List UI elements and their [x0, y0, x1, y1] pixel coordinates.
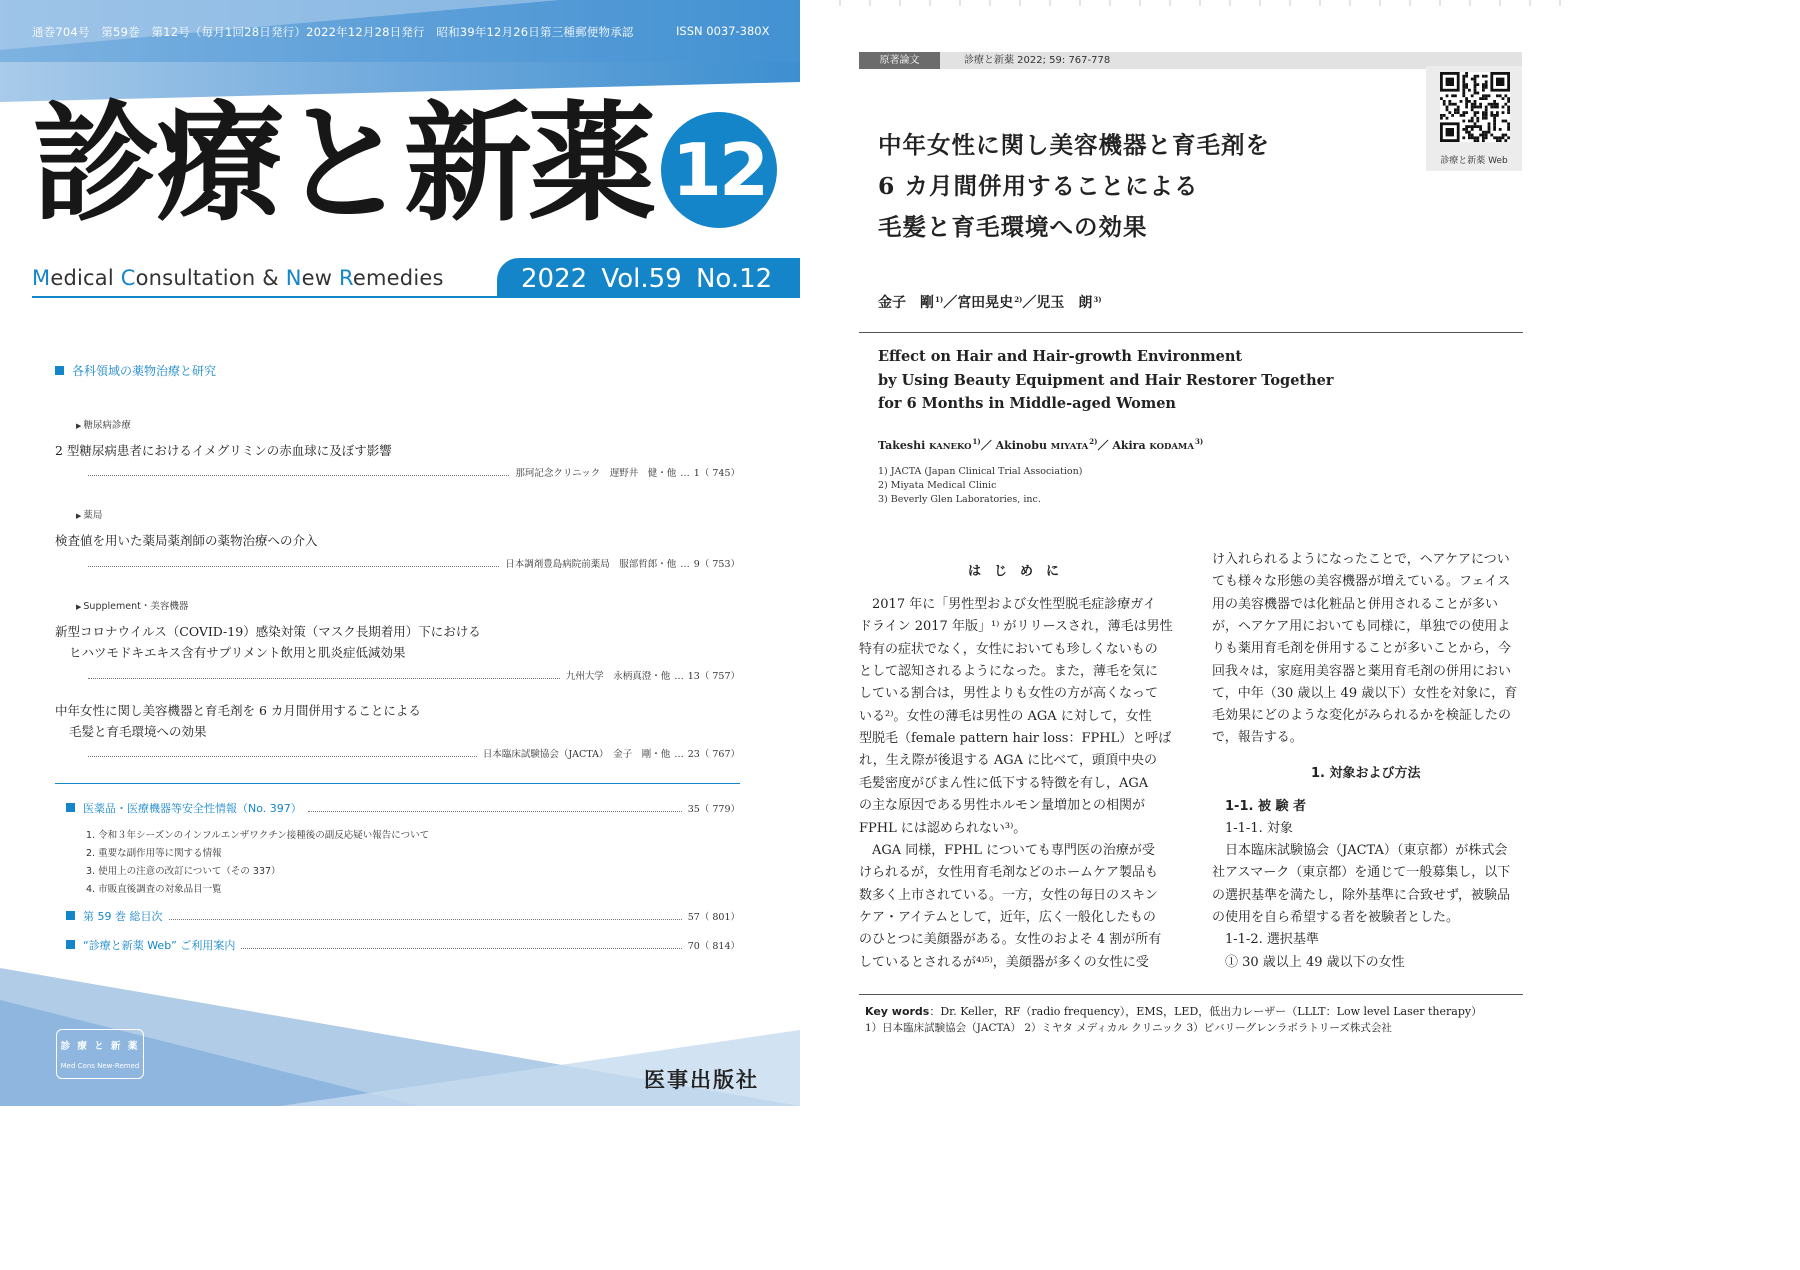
subsection-heading: 1-1. 被 験 者: [1225, 799, 1307, 814]
toc-article-byline: 九州大学 永柄真澄・他 … 13（ 757）: [82, 668, 740, 682]
body-text-line: 特有の症状でなく，女性においても珍しくないもの: [859, 641, 1158, 657]
toc-divider: [55, 783, 740, 784]
body-text-line: け入れられるようになったことで，ヘアケアについ: [1212, 552, 1510, 567]
body-text-line: 社アスマーク（東京都）を通じて一般募集し，以下: [1212, 865, 1511, 881]
body-text-line: ても様々な形態の美容機器が増えている。フェイス: [1212, 574, 1511, 590]
qr-code-icon[interactable]: [1440, 72, 1510, 142]
toc-category: ▶ 薬局: [76, 507, 102, 521]
article-title-line: 毛髪と育毛環境への効果: [878, 213, 1148, 241]
subtitle-underline: [32, 296, 500, 298]
sub-subsection-heading: 1-1-2. 選択基準: [1225, 932, 1319, 947]
article-citation: 診療と新薬 2022; 59: 767-778: [964, 55, 1111, 66]
body-text-line: 用の美容機器では化粧品と併用されることが多い: [1212, 596, 1499, 612]
article-authors: 金子 剛$^{1)}$／宮田晃史$^{2)}$／児玉 朗$^{3)}$: [878, 295, 1102, 311]
english-title-line: by Using Beauty Equipment and Hair Restorer Together: [878, 372, 1334, 389]
affiliation-footnote: 1）日本臨床試験協会（JACTA） 2）ミヤタ メディカル クリニック 3）ビバリーグレンラボラトリーズ株式会社: [865, 1022, 1392, 1034]
body-text-line: しているとされるが⁴⁾⁵⁾，美顔器が多くの女性に受: [859, 954, 1149, 970]
body-text-line: の主な原因である男性ホルモン量増加との相関が: [859, 798, 1146, 814]
affiliation: 1) JACTA (Japan Clinical Trial Association): [878, 466, 1083, 477]
toc-section-heading: 各科領域の薬物治療と研究: [55, 362, 216, 379]
toc-article-byline: 日本調剤豊島病院前薬局 服部哲郎・他 … 9（ 753）: [82, 556, 740, 570]
journal-english-title: Medical Consultation & New Remedies: [32, 266, 444, 290]
toc-safety-info[interactable]: 医薬品・医療機器等安全性情報（No. 397） 35（ 779）: [66, 800, 740, 816]
body-text-line: りも薬用育毛剤を併用することが多いことから，今: [1212, 641, 1512, 657]
square-bullet-icon: [55, 366, 64, 375]
issue-number-badge: 12: [661, 112, 777, 228]
article-title-line: 6 カ月間併用することによる: [878, 172, 1199, 200]
body-text-line: として認知されるようになった。また，薄毛を気に: [859, 664, 1159, 680]
toc-annual-index[interactable]: 第 59 巻 総目次 57（ 801）: [66, 908, 740, 924]
english-authors: Takeshi KANEKO$^{1)}$／ Akinobu MIYATA$^{2)}$／ Akira KODAMA$^{3)}$: [878, 437, 1204, 452]
body-text-line: AGA 同様，FPHL についても専門医の治療が受: [859, 842, 1155, 858]
volume-bar: 2022 Vol.59 No.12: [497, 258, 800, 298]
body-text-line: て，中年（30 歳以上 49 歳以下）女性を対象に，育: [1212, 685, 1518, 701]
toc-article-byline: 日本臨床試験協会（JACTA） 金子 剛・他 … 23（ 767）: [82, 746, 740, 760]
body-text-line: 数多く上市されている。一方，女性の毎日のスキン: [859, 887, 1158, 903]
english-title-line: for 6 Months in Middle-aged Women: [878, 395, 1176, 412]
body-text-line: けられるが，女性用育毛剤などのホームケア製品も: [859, 865, 1159, 881]
body-text-line: 日本臨床試験協会（JACTA）（東京都）が株式会: [1212, 843, 1508, 858]
english-title-line: Effect on Hair and Hair-growth Environment: [878, 348, 1243, 365]
body-text-line: が，ヘアケア用においても同様に，単独での使用よ: [1212, 618, 1511, 634]
journal-title: 診療と新薬: [32, 90, 653, 239]
affiliation: 2) Miyata Medical Clinic: [878, 480, 997, 491]
cover-issn: ISSN 0037-380X: [676, 24, 770, 38]
footer-rule: [859, 994, 1523, 995]
toc-article-title[interactable]: 新型コロナウイルス（COVID-19）感染対策（マスク長期着用）下における ヒハツモドキエキス含有サプリメント飲用と肌炎症低減効果: [55, 624, 481, 660]
page-ruler: [800, 0, 1568, 16]
toc-category: ▶ 糖尿病診療: [76, 417, 131, 431]
qr-label: 診療と新薬 Web: [1440, 156, 1508, 166]
body-text-line: 型脱毛（female pattern hair loss：FPHL）と呼ば: [859, 731, 1172, 747]
body-text-line: FPHL には認められない³⁾。: [859, 820, 1027, 836]
body-text-line: 2017 年に「男性型および女性型脱毛症診療ガイ: [859, 597, 1156, 612]
body-text-line: している割合は，男性よりも女性の方が高くなって: [859, 686, 1159, 702]
journal-cover: [0, 0, 800, 1106]
body-text-line: の選択基準を満たし，除外基準に合致せず，被験品: [1212, 887, 1510, 903]
body-text-line: 毛髪密度がびまん性に低下する特徴を有し，AGA: [859, 775, 1149, 791]
toc-article-title[interactable]: 中年女性に関し美容機器と育毛剤を 6 カ月間併用することによる 毛髪と育毛環境への効果: [55, 703, 421, 739]
journal-logo: 診 療 と 新 薬 Med Cons New-Remed: [56, 1029, 144, 1079]
square-bullet-icon: [66, 803, 75, 812]
title-rule: [859, 332, 1523, 333]
body-text-line: のひとつに美顔器がある。女性のおよそ 4 割が所有: [859, 932, 1162, 948]
body-text-line: で，報告する。: [1212, 730, 1303, 746]
section-heading-intro: は じ め に: [968, 564, 1060, 579]
publisher-name: 医事出版社: [644, 1068, 759, 1092]
article-type-tag: 原著論文: [859, 52, 940, 69]
body-text-line: いる²⁾。女性の薄毛は男性の AGA に対して，女性: [859, 708, 1152, 724]
safety-info-item: 3. 使用上の注意の改訂について（その 337）: [86, 866, 281, 877]
body-text-line: ドライン 2017 年版」¹⁾ がリリースされ，薄毛は男性: [859, 619, 1173, 635]
safety-info-item: 1. 令和３年シーズンのインフルエンザワクチン接種後の副反応疑い報告について: [86, 830, 430, 841]
body-text-line: 毛効果にどのような変化がみられるかを検証したの: [1212, 708, 1512, 724]
square-bullet-icon: [66, 911, 75, 920]
body-text-line: ケア・アイテムとして，近年，広く一般化したもの: [859, 909, 1156, 925]
criteria-item: ① 30 歳以上 49 歳以下の女性: [1225, 955, 1405, 970]
safety-info-item: 4. 市販直後調査の対象品目一覧: [86, 884, 222, 895]
article-page: [800, 0, 1568, 1106]
cover-publication-info: 通巻704号 第59巻 第12号（毎月1回28日発行）2022年12月28日発行 昭和39年12月26日第三種郵便物承認: [32, 25, 634, 39]
toc-article-title[interactable]: 2 型糖尿病患者におけるイメグリミンの赤血球に及ぼす影響: [55, 443, 392, 458]
section-heading-methods: 1. 対象および方法: [1311, 766, 1421, 781]
square-bullet-icon: [66, 940, 75, 949]
affiliation: 3) Beverly Glen Laboratories, inc.: [878, 494, 1041, 505]
article-title-line: 中年女性に関し美容機器と育毛剤を: [878, 131, 1270, 159]
toc-category: ▶ Supplement・美容機器: [76, 598, 188, 612]
toc-web-guide[interactable]: “診療と新薬 Web” ご利用案内 70（ 814）: [66, 937, 740, 953]
body-text-line: の使用を自ら希望する者を被験者とした。: [1212, 909, 1460, 925]
toc-article-title[interactable]: 検査値を用いた薬局薬剤師の薬物治療への介入: [55, 533, 318, 548]
sub-subsection-heading: 1-1-1. 対象: [1225, 821, 1293, 836]
body-text-line: 回我々は，家庭用美容器と薬用育毛剤の併用におい: [1212, 663, 1512, 679]
body-text-line: れ，生え際が後退する AGA に比べて，頭頂中央の: [859, 753, 1157, 769]
keywords: Key words：Dr. Keller，RF（radio frequency），EMS，LED，低出力レーザー（LLLT：Low level Laser therapy）: [865, 1005, 1483, 1018]
safety-info-item: 2. 重要な副作用等に関する情報: [86, 848, 222, 859]
toc-article-byline: 那珂記念クリニック 遅野井 健・他 … 1（ 745）: [82, 465, 740, 479]
